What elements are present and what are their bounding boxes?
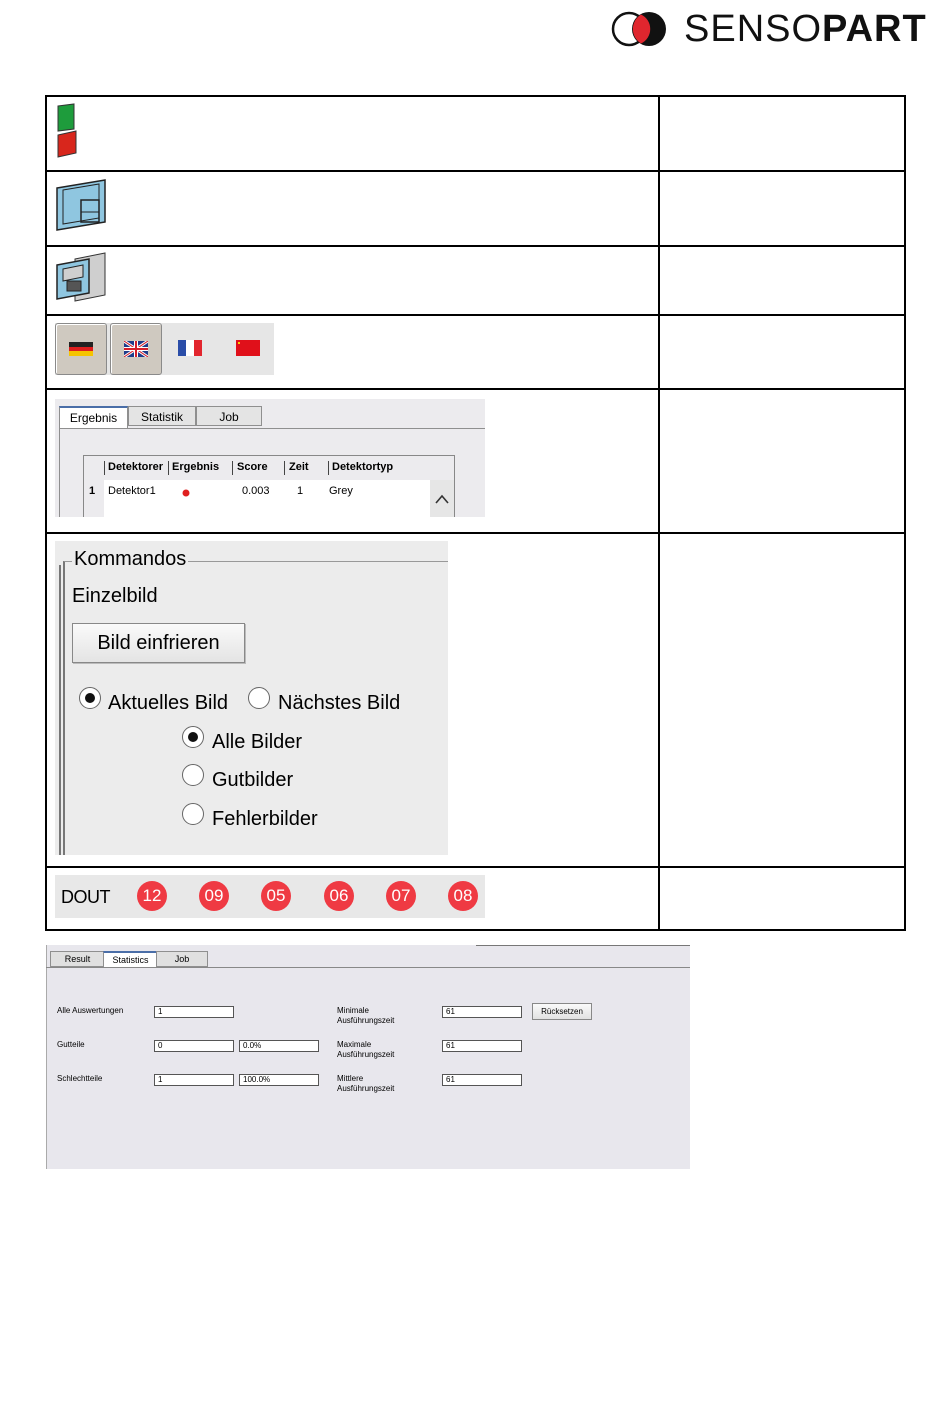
reset-button[interactable]: Rücksetzen (532, 1003, 592, 1020)
table-row (47, 247, 904, 316)
result-status-icon (55, 103, 79, 159)
logo-word-light: SENSO (684, 8, 823, 50)
field-bad-parts[interactable]: 1 (154, 1074, 234, 1086)
table-cell-description (660, 97, 904, 170)
field-all-evaluations[interactable]: 1 (154, 1006, 234, 1018)
radio-all-images-label: Alle Bilder (212, 731, 303, 753)
table-row (47, 534, 904, 868)
table-cell-description (660, 316, 904, 388)
column-header: Detektortyp (332, 461, 394, 473)
commands-legend: Kommandos (74, 548, 187, 570)
sensopart-logo (611, 8, 927, 50)
label-bad-parts: Schlechtteile (57, 1074, 103, 1083)
table-cell-description (660, 868, 904, 929)
radio-all-images[interactable] (182, 726, 204, 748)
scrollbar[interactable] (430, 480, 454, 517)
dout-channel: 06 (324, 881, 354, 911)
table-cell-icon (47, 247, 658, 314)
french-flag-icon (178, 340, 202, 356)
label-all-evaluations: Alle Auswertungen (57, 1006, 124, 1015)
language-german-button[interactable] (55, 323, 107, 375)
field-max-exec-time[interactable]: 61 (442, 1040, 522, 1052)
chevron-up-icon[interactable] (435, 494, 449, 504)
detector-name: Detektor1 (108, 485, 156, 497)
dout-label: DOUT (61, 887, 110, 907)
table-cell-icon (47, 390, 658, 532)
tab-job[interactable]: Job (156, 951, 208, 967)
table-row (47, 868, 904, 929)
table-cell-description (660, 172, 904, 245)
table-row (47, 390, 904, 534)
commands-panel (55, 541, 448, 855)
radio-good-images-label: Gutbilder (212, 769, 294, 791)
table-row (47, 97, 904, 172)
statistics-panel (46, 945, 690, 1169)
tab-job[interactable]: Job (196, 406, 262, 426)
tab-result[interactable]: Result (50, 951, 105, 967)
column-header: Zeit (289, 461, 309, 473)
tab-statistics[interactable]: Statistics (103, 951, 158, 968)
tab-ergebnis[interactable]: Ergebnis (59, 406, 128, 429)
table-cell-icon (47, 172, 658, 245)
column-header: Ergebnis (172, 461, 220, 473)
table-row[interactable] (84, 480, 454, 517)
language-french-button[interactable] (165, 323, 217, 375)
dout-bar (55, 875, 485, 918)
single-image-heading: Einzelbild (72, 585, 158, 607)
language-toolbar (55, 323, 274, 375)
radio-next-image[interactable] (248, 687, 270, 709)
detector-time: 1 (297, 485, 304, 497)
field-avg-exec-time[interactable]: 61 (442, 1074, 522, 1086)
table-cell-description (660, 390, 904, 532)
chinese-flag-icon (236, 340, 260, 356)
label-min-exec-time: Minimale Ausführungszeit (337, 1006, 395, 1025)
field-good-parts[interactable]: 0 (154, 1040, 234, 1052)
table-cell-description (660, 247, 904, 314)
column-header: Score (237, 461, 268, 473)
logo-word-bold: PART (822, 8, 927, 50)
label-avg-exec-time: Mittlere Ausführungszeit (337, 1074, 395, 1093)
sensopart-logo-mark-icon (611, 11, 671, 47)
field-bad-percent[interactable]: 100.0% (239, 1074, 319, 1086)
dout-channel: 08 (448, 881, 478, 911)
radio-fail-images-label: Fehlerbilder (212, 808, 318, 830)
dout-channel: 07 (386, 881, 416, 911)
result-table (83, 455, 455, 517)
tab-statistik[interactable]: Statistik (128, 406, 196, 426)
table-row (47, 316, 904, 390)
radio-current-image-label: Aktuelles Bild (108, 692, 229, 714)
result-table-header (84, 456, 454, 480)
result-panel (55, 399, 485, 517)
table-cell-icon (47, 534, 658, 866)
image-section-icon (55, 251, 109, 307)
german-flag-icon (69, 342, 93, 356)
logo-wordmark (684, 9, 927, 49)
radio-good-images[interactable] (182, 764, 204, 786)
row-index: 1 (89, 485, 96, 497)
freeze-image-button[interactable]: Bild einfrieren (72, 623, 245, 663)
detector-score: 0.003 (242, 485, 270, 497)
uk-flag-icon (124, 341, 148, 357)
dout-channel: 09 (199, 881, 229, 911)
column-header: Detektorer (108, 461, 164, 473)
field-min-exec-time[interactable]: 61 (442, 1006, 522, 1018)
language-english-button[interactable] (110, 323, 162, 375)
detector-type: Grey (329, 485, 353, 497)
status-dot-icon (182, 489, 190, 497)
table-cell-icon (47, 97, 658, 170)
radio-fail-images[interactable] (182, 803, 204, 825)
label-good-parts: Gutteile (57, 1040, 85, 1049)
dout-channel: 12 (137, 881, 167, 911)
field-good-percent[interactable]: 0.0% (239, 1040, 319, 1052)
table-row (47, 172, 904, 247)
icon-table (45, 95, 906, 931)
dout-channel: 05 (261, 881, 291, 911)
table-cell-icon (47, 316, 658, 388)
table-cell-icon (47, 868, 658, 929)
label-max-exec-time: Maximale Ausführungszeit (337, 1040, 395, 1059)
radio-next-image-label: Nächstes Bild (278, 692, 401, 714)
table-cell-description (660, 534, 904, 866)
radio-current-image[interactable] (79, 687, 101, 709)
language-chinese-button[interactable] (220, 323, 272, 375)
full-image-icon (55, 178, 109, 234)
